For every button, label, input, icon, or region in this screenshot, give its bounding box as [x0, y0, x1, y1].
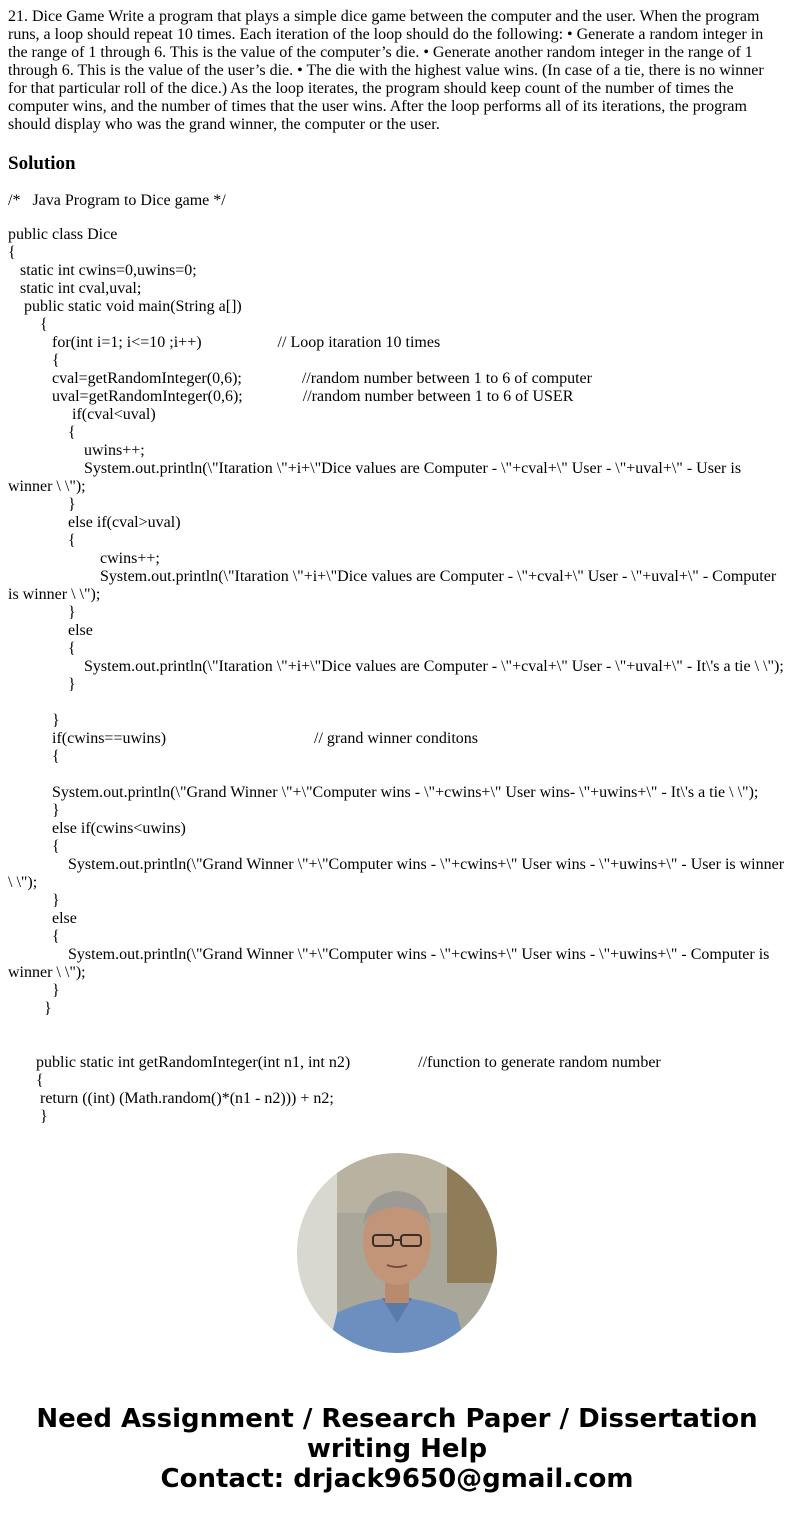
code-line: } — [8, 712, 60, 729]
code-line: { — [8, 352, 60, 369]
code-line: { — [8, 316, 48, 333]
code-line: uwins++; — [8, 442, 145, 459]
code-line: { — [8, 244, 16, 261]
code-line: { — [8, 1072, 44, 1089]
profile-photo — [297, 1153, 497, 1353]
code-line: { — [8, 532, 76, 549]
code-line: } — [8, 802, 60, 819]
code-line — [8, 1036, 786, 1054]
code-line: public static void main(String a[]) — [8, 298, 242, 315]
code-block — [8, 226, 789, 1126]
code-line: { — [8, 640, 76, 657]
code-line: for(int i=1; i<=10 ;i++) // Loop itaration 10 times — [8, 334, 441, 351]
code-line: { — [8, 748, 60, 765]
code-line: System.out.println(\"Grand Winner \"+\"Computer wins - \"+cwins+\" User wins- \"+uwins+\" - It\'s a tie \ \"); — [8, 784, 759, 801]
code-line: } — [8, 496, 76, 513]
code-line: return ((int) (Math.random()*(n1 - n2))) + n2; — [8, 1090, 334, 1107]
code-line: static int cval,uval; — [8, 280, 142, 297]
code-line: } — [8, 1108, 48, 1125]
code-line — [8, 694, 786, 712]
code-line: { — [8, 838, 60, 855]
code-line: System.out.println(\"Grand Winner \"+\"Computer wins - \"+cwins+\" User wins - \"+uwins+\" - Computer is winner \ \"); — [8, 946, 774, 981]
code-line: uval=getRandomInteger(0,6); //random number between 1 to 6 of USER — [8, 388, 574, 405]
code-line: static int cwins=0,uwins=0; — [8, 262, 197, 279]
code-line: } — [8, 604, 76, 621]
code-line: System.out.println(\"Itaration \"+i+\"Dice values are Computer - \"+cval+\" User - \"+uval+\" - User is winner \ \"); — [8, 460, 746, 495]
code-line: { — [8, 424, 76, 441]
code-line — [8, 1018, 786, 1036]
code-line: { — [8, 928, 60, 945]
code-line: } — [8, 1000, 52, 1017]
code-line — [8, 766, 786, 784]
code-line: } — [8, 676, 76, 693]
solution-heading: Solution — [8, 153, 76, 174]
promo-contact: Contact: drjack9650@gmail.com — [160, 1464, 634, 1494]
code-line: cwins++; — [8, 550, 160, 567]
code-comment: /* Java Program to Dice game */ — [8, 192, 226, 209]
code-line: else if(cwins<uwins) — [8, 820, 186, 837]
code-line: if(cwins==uwins) // grand winner conditons — [8, 730, 478, 747]
promo-line-2: writing Help — [306, 1434, 488, 1464]
code-line: else if(cval>uval) — [8, 514, 181, 531]
promo-banner — [0, 1404, 794, 1494]
code-line: System.out.println(\"Itaration \"+i+\"Dice values are Computer - \"+cval+\" User - \"+uval+\" - It\'s a tie \ \"); — [8, 658, 784, 675]
code-line: else — [8, 622, 93, 639]
promo-line-1: Need Assignment / Research Paper / Dissertation — [36, 1404, 758, 1434]
code-line: if(cval<uval) — [8, 406, 156, 423]
code-line: public class Dice — [8, 226, 118, 243]
code-line: } — [8, 892, 60, 909]
code-line: System.out.println(\"Grand Winner \"+\"Computer wins - \"+cwins+\" User wins - \"+uwins+\" - User is winner \ \"); — [8, 856, 789, 891]
code-line: } — [8, 982, 60, 999]
code-line: else — [8, 910, 77, 927]
problem-statement: 21. Dice Game Write a program that plays a simple dice game between the computer and the user. When the program runs, a loop should repeat 10 times. Each iteration of the loop should do the following: • Generate a random integer in the range of 1 through 6. This is the value of the computer’s die. • Generate another random integer in the range of 1 through 6. This is the value of the user’s die. • The die with the highest value wins. (In case of a tie, there is no winner for that particular roll of the dice.) As the loop iterates, the program should keep count of the number of times the computer wins, and the number of times that the user wins. After the loop performs all of its iterations, the program should display who was the grand winner, the computer or the user. — [8, 8, 764, 133]
code-line: System.out.println(\"Itaration \"+i+\"Dice values are Computer - \"+cval+\" User - \"+uval+\" - Computer is winner \ \"); — [8, 568, 781, 603]
code-line: cval=getRandomInteger(0,6); //random number between 1 to 6 of computer — [8, 370, 592, 387]
code-line: public static int getRandomInteger(int n1, int n2) //function to generate random number — [8, 1054, 661, 1071]
